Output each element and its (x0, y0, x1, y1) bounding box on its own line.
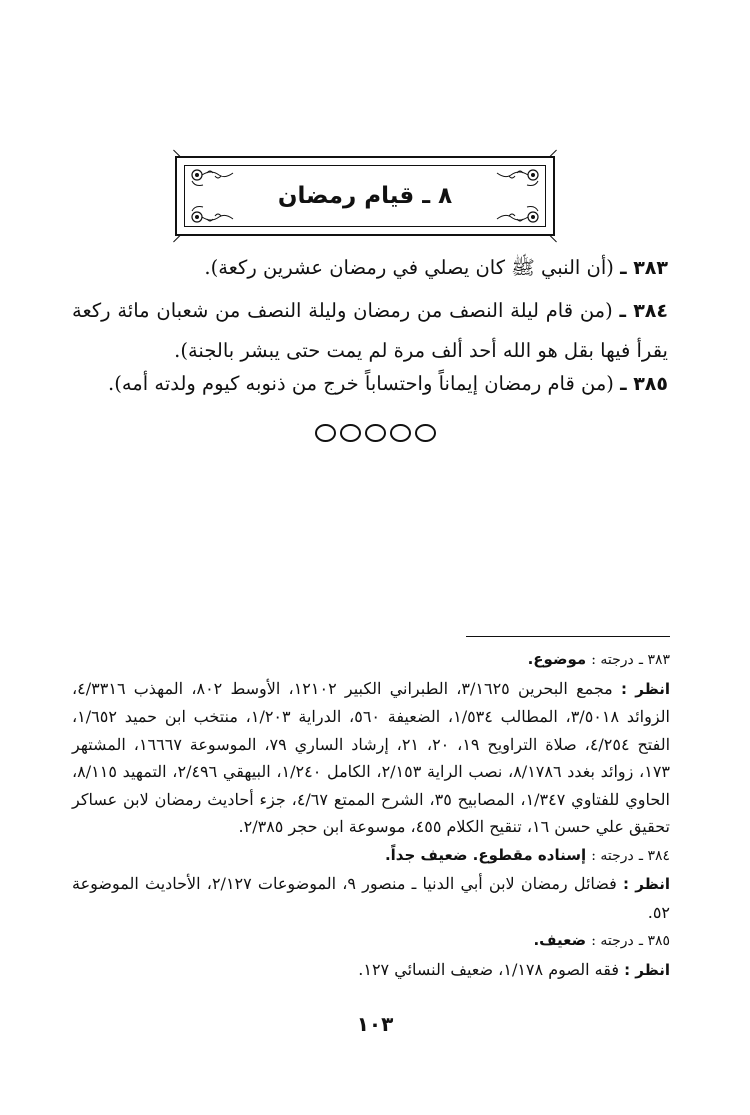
frame-corner (173, 150, 181, 158)
footnote-number: ٣٨٤ ـ (638, 847, 670, 864)
chapter-title-frame (175, 156, 555, 236)
separator-circle (340, 424, 361, 442)
footnote-references (72, 675, 670, 841)
grade-value: إسناده مقطوع. ضعيف جداً. (384, 845, 587, 864)
hadith-entry (72, 248, 668, 288)
separator-circle (315, 424, 336, 442)
references-text: مجمع البحرين ٣/١٦٢٥، الطبراني الكبير ١٢١٠٢، الأوسط ٨٠٢، المهذب ٤/٣٣١٦، الزوائد ٣/٥٠١٨، المطالب ١/٥٣٤، الضعيفة ٥٦٠، الدراية ١/٢٠٣، منتخب ابن حميد ١/٦٥٢، الفتح ٤/٢٥٤، صلاة التراويح ١٩، ٢٠، ٢١، إرشاد الساري ٧٩، الموسوعة ١٦٦٦٧، المشتهر ١٧٣، زوائد بغدد ٨/١٧٨٦، نصب الراية ٢/١٥٣، الكامل ١/٢٤٠، البيهقي ٢/٤٩٦، التمهيد ٨/١١٥، الحاوي للفتاوي ١/٣٤٧، المصابيح ٣٥، الشرح الممتع ٤/٦٧، جزء أحاديث رمضان لابن عساكر تحقيق علي حسن ١٦، تنقيح الكلام ٤٥٥، موسوعة ابن حجر ٢/٣٨٥. (72, 678, 671, 836)
see-label: انظر : (624, 960, 670, 979)
footnote-grade-line (72, 645, 670, 675)
hadith-entry (72, 291, 668, 371)
see-label: انظر : (620, 679, 670, 698)
grade-label: درجته : (591, 652, 634, 668)
footnote-references (72, 956, 670, 985)
grade-label: درجته : (591, 933, 634, 949)
floral-ornament-icon (189, 203, 235, 225)
footnote-references (72, 870, 670, 926)
section-separator (0, 424, 750, 442)
references-text: فضائل رمضان لابن أبي الدنيا ـ منصور ٩، الموضوعات ٢/١٢٧، الأحاديث الموضوعة ٥٢. (72, 874, 670, 922)
separator-circle (415, 424, 436, 442)
floral-ornament-icon (495, 203, 541, 225)
hadith-text: (من قام رمضان إيماناً واحتساباً خرج من ذنوبه كيوم ولدته أمه). (108, 372, 614, 395)
chapter-number: ٨ ـ (422, 183, 453, 209)
footnotes (72, 645, 670, 984)
hadith-number: ٣٨٤ ـ (619, 300, 668, 322)
grade-value: ضعيف. (533, 931, 587, 949)
frame-corner (173, 235, 181, 243)
footnote-item (72, 645, 670, 841)
footnote-divider (466, 636, 670, 637)
chapter-name: قيام رمضان (277, 183, 415, 209)
floral-ornament-icon (189, 167, 235, 189)
hadith-text: (أن النبي ﷺ كان يصلي في رمضان عشرين ركعة). (204, 256, 614, 279)
hadith-number: ٣٨٣ ـ (620, 257, 668, 279)
hadith-number: ٣٨٥ ـ (620, 373, 668, 395)
hadith-text: (من قام ليلة النصف من رمضان وليلة النصف من شعبان مائة ركعة يقرأ فيها بقل هو الله أحد ألف مرة لم يمت حتى يبشر بالجنة). (72, 299, 668, 362)
floral-ornament-icon (495, 167, 541, 189)
footnote-grade-line (72, 841, 670, 871)
separator-circle (365, 424, 386, 442)
frame-corner (549, 150, 557, 158)
footnote-grade-line (72, 926, 670, 956)
footnote-number: ٣٨٥ ـ (638, 933, 670, 949)
page-number: ١٠٣ (356, 1012, 394, 1036)
grade-value: موضوع. (527, 650, 587, 668)
chapter-title-inner-frame (184, 165, 546, 227)
footnote-item (72, 841, 670, 927)
separator-circle (390, 424, 411, 442)
frame-corner (549, 235, 557, 243)
footnote-item (72, 926, 670, 984)
see-label: انظر : (622, 875, 671, 893)
hadith-entry (72, 364, 668, 404)
grade-label: درجته : (591, 847, 634, 864)
footnote-number: ٣٨٣ ـ (638, 652, 670, 668)
references-text: فقه الصوم ١/١٧٨، ضعيف النسائي ١٢٧. (358, 959, 619, 979)
chapter-title (278, 183, 452, 209)
